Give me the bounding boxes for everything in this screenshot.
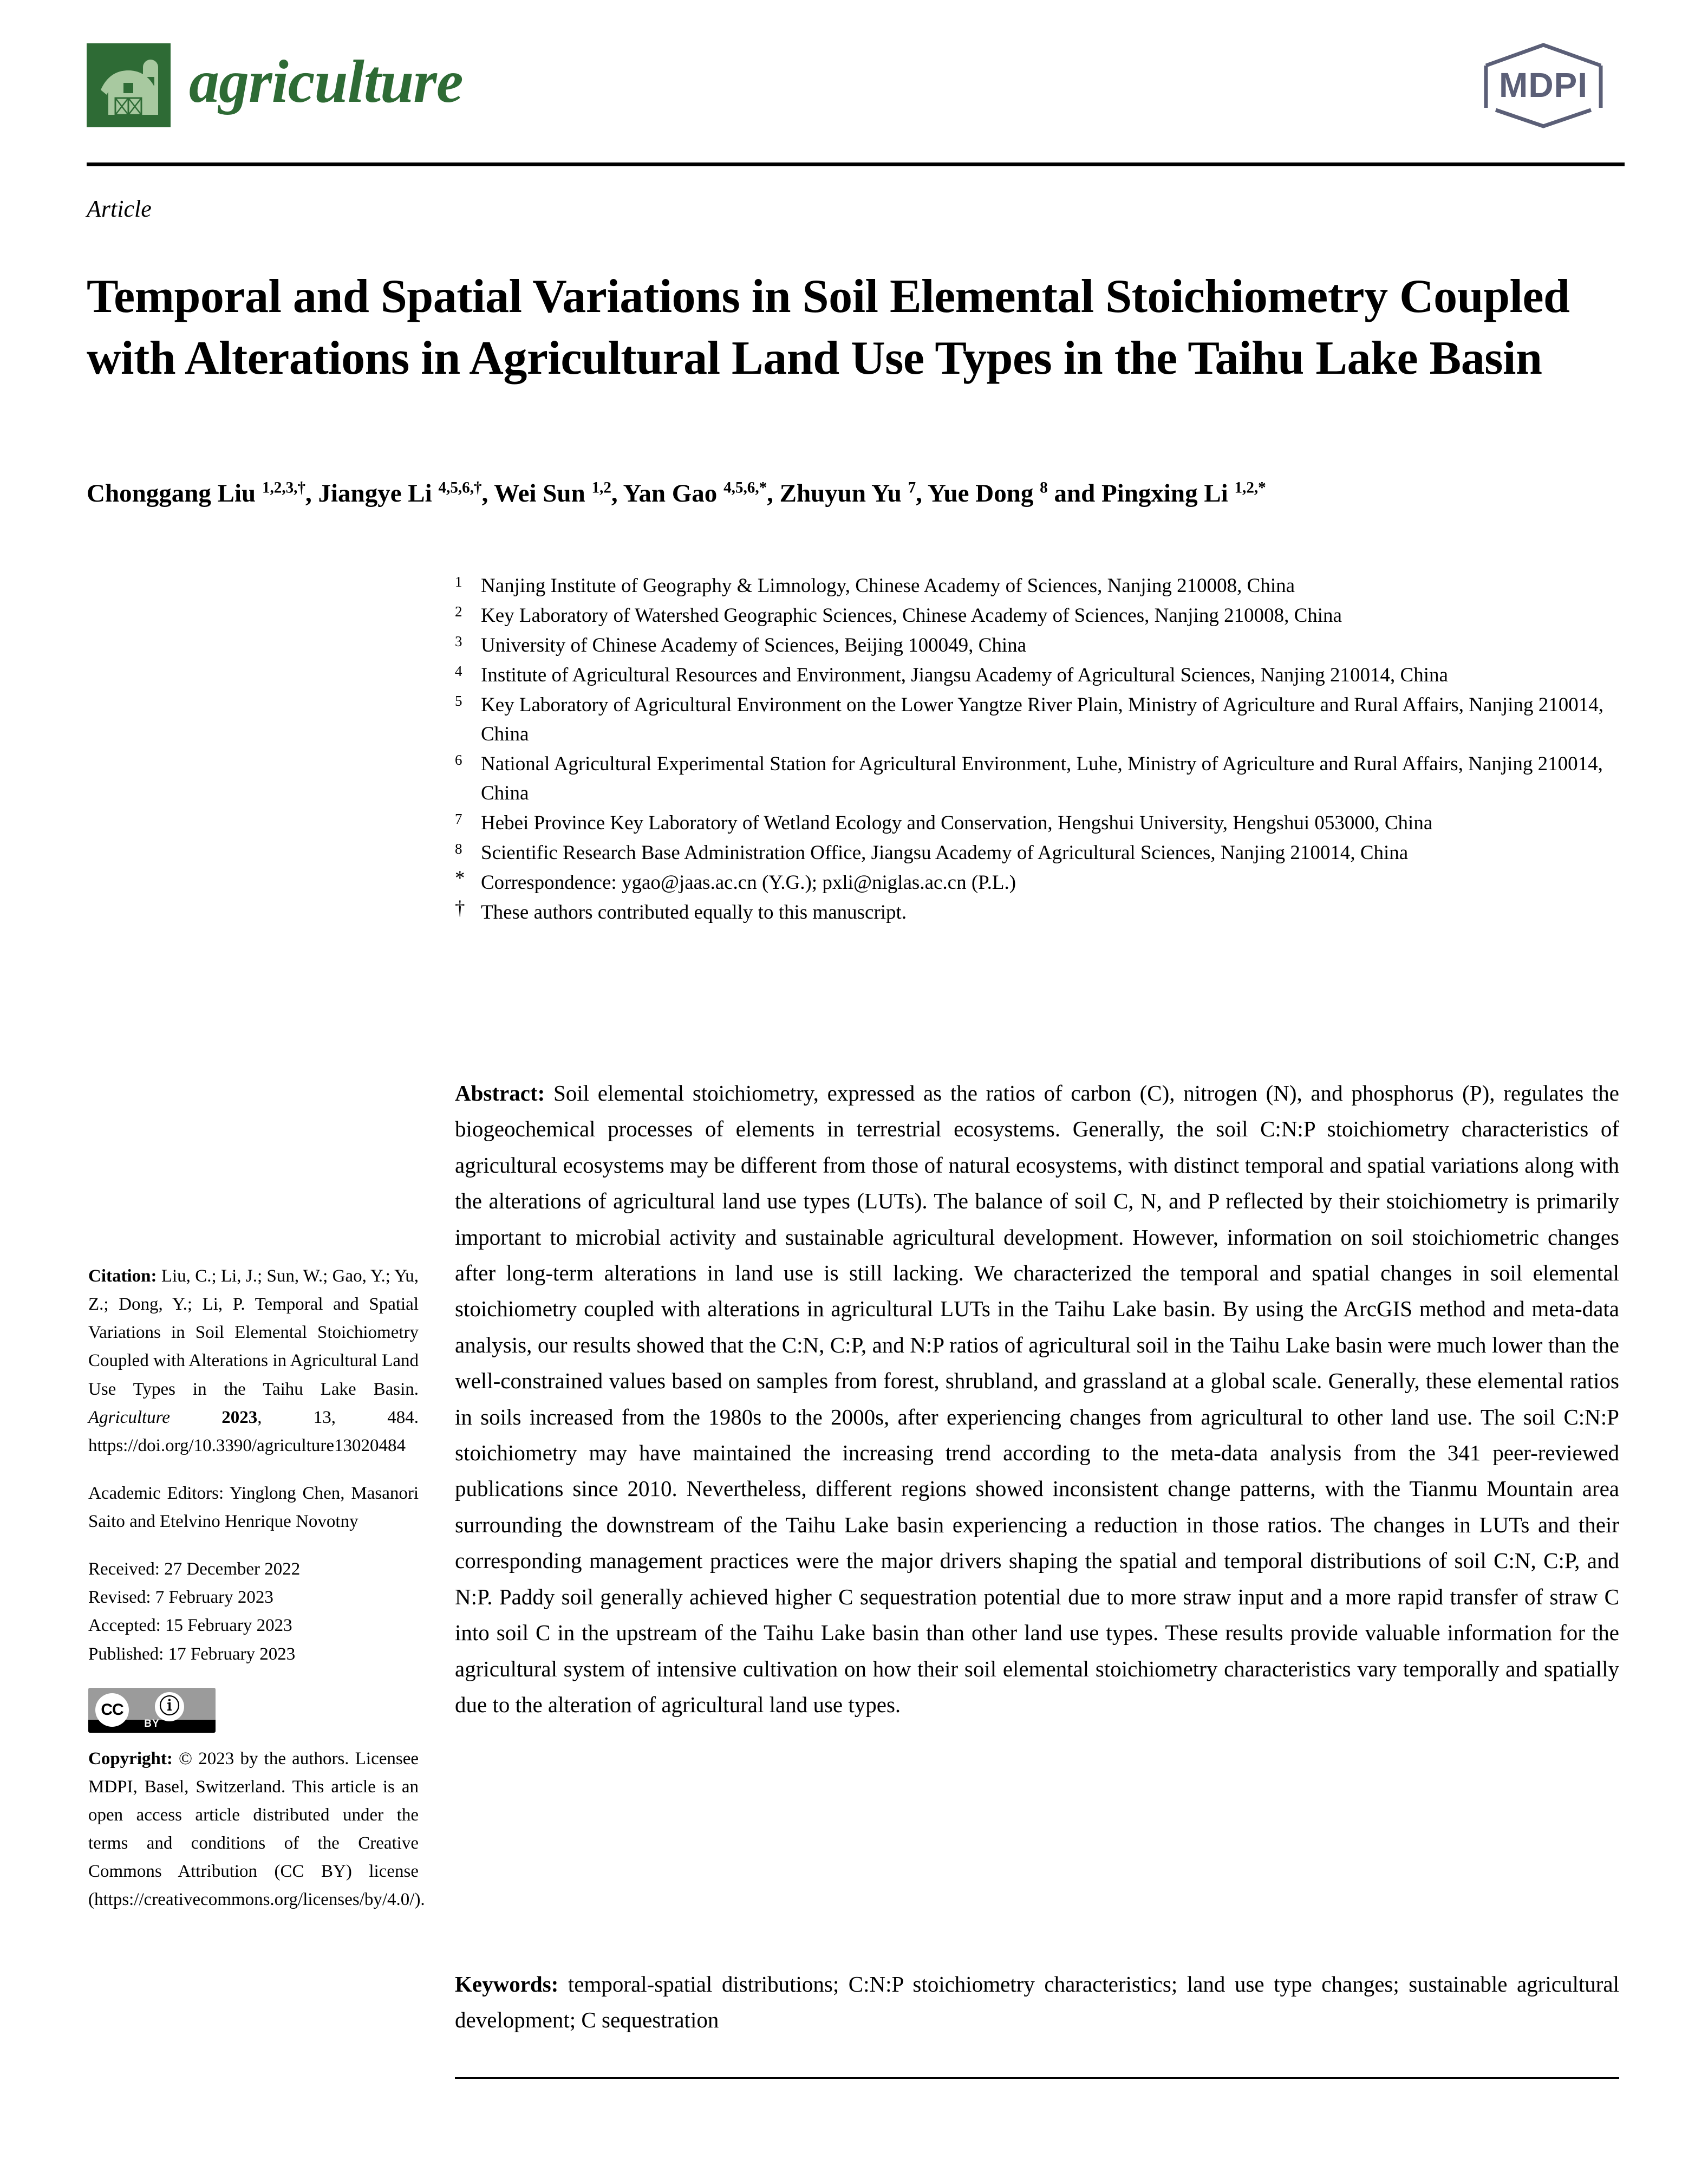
accepted-date: Accepted: 15 February 2023 <box>88 1616 292 1636</box>
affiliation-marker: 1 <box>455 574 462 590</box>
affiliation-text: Key Laboratory of Agricultural Environment on the Lower Yangtze River Plain, Ministry of Agriculture and Rural Affairs, Nanjing 210014, China <box>481 694 1603 746</box>
citation-volume-pages[interactable]: , 13, 484. https://doi.org/10.3390/agriculture13020484 <box>88 1407 419 1455</box>
equal-contribution-text: These authors contributed equally to this manuscript. <box>481 901 907 924</box>
affiliation-item <box>455 571 1619 601</box>
copyright-label: Copyright: <box>88 1748 173 1768</box>
barn-silo-icon <box>87 43 171 127</box>
header-divider <box>87 162 1625 166</box>
affiliation-item <box>455 838 1619 868</box>
affiliation-text: Key Laboratory of Watershed Geographic Sciences, Chinese Academy of Sciences, Nanjing 210008, China <box>481 604 1342 627</box>
affiliation-list <box>455 571 1619 928</box>
citation-label: Citation: <box>88 1266 157 1286</box>
affiliation-item <box>455 750 1619 808</box>
equal-contribution-note <box>455 898 1619 927</box>
affiliation-text: Scientific Research Base Administration Office, Jiangsu Academy of Agricultural Sciences, Nanjing 210014, China <box>481 842 1409 864</box>
affiliation-marker: 2 <box>455 603 462 620</box>
received-date: Received: 27 December 2022 <box>88 1559 301 1579</box>
affiliation-marker: 6 <box>455 752 462 769</box>
affiliation-marker: 5 <box>455 693 462 710</box>
copyright-text: © 2023 by the authors. Licensee MDPI, Basel, Switzerland. This article is an open access article distributed under the terms and conditions of the Creative Commons Attribution (CC BY) license (https://creativecommons.org/licenses/by/4.0/). <box>88 1748 425 1910</box>
affiliation-text: University of Chinese Academy of Sciences, Beijing 100049, China <box>481 634 1027 657</box>
cc-by-label: BY <box>144 1718 160 1729</box>
affiliation-text: Hebei Province Key Laboratory of Wetland Ecology and Conservation, Hengshui University, Hengshui 053000, China <box>481 812 1433 835</box>
affiliation-text: Institute of Agricultural Resources and Environment, Jiangsu Academy of Agricultural Sciences, Nanjing 210014, China <box>481 664 1448 687</box>
mdpi-wordmark: MDPI <box>1499 66 1588 105</box>
affiliation-marker: 4 <box>455 663 462 680</box>
keywords-section <box>455 1966 1619 2038</box>
keywords-label: Keywords: <box>455 1972 559 1997</box>
author-list: Chonggang Liu $^{1,2,3,\dagger}$, Jiangye Li $^{4,5,6,\dagger}$, Wei Sun $^{1,2}$, Yan Gao $^{4,5,6,*}$, Zhuyun Yu $^7$, Yue Dong $^8$ and Pingxing Li $^{1,2,*}$ <box>87 479 1266 508</box>
citation-year: 2023 <box>221 1407 258 1427</box>
academic-editors-block: Academic Editors: Yinglong Chen, Masanori Saito and Etelvino Henrique Novotny <box>88 1483 419 1531</box>
citation-block <box>88 1262 419 1460</box>
affiliation-marker: 7 <box>455 811 462 828</box>
affiliation-marker: 8 <box>455 841 462 857</box>
attribution-glyph: ⓘ <box>159 1695 180 1718</box>
correspondence-item <box>455 868 1619 898</box>
dates-block <box>88 1555 419 1668</box>
journal-branding <box>87 43 463 127</box>
citation-journal: Agriculture <box>88 1407 170 1427</box>
article-type-label: Article <box>87 196 152 222</box>
cc-letters: CC <box>101 1700 123 1719</box>
affiliation-item <box>455 691 1619 749</box>
affiliation-item <box>455 631 1619 660</box>
metadata-sidebar <box>88 1262 425 1914</box>
affiliation-item <box>455 809 1619 838</box>
journal-name: agriculture <box>189 48 463 115</box>
cc-by-license-badge[interactable] <box>88 1688 216 1733</box>
revised-date: Revised: 7 February 2023 <box>88 1588 273 1608</box>
citation-title: Temporal and Spatial Variations in Soil Elemental Stoichiometry Coupled with Alterations in Agricultural Land Use Types in the Taihu Lake Basin. <box>88 1295 419 1399</box>
abstract-label: Abstract: <box>455 1081 545 1105</box>
affiliation-text: National Agricultural Experimental Station for Agricultural Environment, Luhe, Ministry of Agriculture and Rural Affairs, Nanjing 210014, China <box>481 753 1603 805</box>
affiliation-text: Nanjing Institute of Geography & Limnology, Chinese Academy of Sciences, Nanjing 210008, China <box>481 575 1295 597</box>
footer-divider <box>455 2077 1619 2079</box>
published-date: Published: 17 February 2023 <box>88 1644 296 1664</box>
citation-authors: Liu, C.; Li, J.; Sun, W.; Gao, Y.; Yu, Z.; Dong, Y.; Li, P. <box>88 1266 419 1315</box>
affiliation-marker: 3 <box>455 633 462 650</box>
abstract-section <box>455 1075 1619 1722</box>
dagger-marker: † <box>455 897 465 920</box>
affiliation-item <box>455 661 1619 690</box>
copyright-block <box>88 1745 425 1914</box>
affiliation-item <box>455 601 1619 630</box>
correspondence-text[interactable]: Correspondence: ygao@jaas.ac.cn (Y.G.); pxli@niglas.ac.cn (P.L.) <box>481 872 1016 894</box>
mdpi-logo <box>1462 41 1625 130</box>
correspondence-marker: * <box>455 867 465 890</box>
abstract-text: Soil elemental stoichiometry, expressed as the ratios of carbon (C), nitrogen (N), and phosphorus (P), regulates the biogeochemical processes of elements in terrestrial ecosystems. Generally, the soil C:N:P stoichiometry characteristics of agricultural ecosystems may be different from those of natural ecosystems, with distinct temporal and spatial variations along with the alterations of agricultural land use types (LUTs). The balance of soil C, N, and P reflected by their stoichiometry is primarily important to microbial activity and sustainable agricultural development. However, information on soil stoichiometric changes after long-term alterations in land use is still lacking. We characterized the temporal and spatial changes in soil elemental stoichiometry coupled with alterations in agricultural LUTs in the Taihu Lake basin. By using the ArcGIS method and meta-data analysis, our results showed that the C:N, C:P, and N:P ratios of agricultural soil in the Taihu Lake basin were much lower than the well-constrained values based on samples from forest, shrubland, and grassland at a global scale. Generally, these elemental ratios in soils increased from the 1980s to the 2000s, after experiencing changes from agricultural to other land use. The soil C:N:P stoichiometry may have maintained the increasing trend according to the meta-data analysis from the 341 peer-reviewed publications since 2010. Nevertheless, different regions showed inconsistent change patterns, with the Tianmu Mountain area surrounding the downstream of the Taihu Lake basin experiencing a reduction in those ratios. The changes in LUTs and their corresponding management practices were the major drivers shaping the spatial and temporal distributions of soil C:N, C:P, and N:P. Paddy soil generally achieved higher C sequestration potential due to more straw input and a more rapid transfer of straw C into soil C in the upstream of the Taihu Lake basin than other land use types. These results provide valuable information for the agricultural system of intensive cultivation on how their soil elemental stoichiometry characteristics vary temporally and spatially due to the alteration of agricultural land use types. <box>455 1081 1619 1717</box>
page-header <box>87 39 1625 131</box>
keywords-text: temporal-spatial distributions; C:N:P stoichiometry characteristics; land use type changes; sustainable agricultural development; C sequestration <box>455 1972 1620 2033</box>
page-title: Temporal and Spatial Variations in Soil Elemental Stoichiometry Coupled with Alterations in Agricultural Land Use Types in the Taihu Lake Basin <box>87 270 1570 385</box>
